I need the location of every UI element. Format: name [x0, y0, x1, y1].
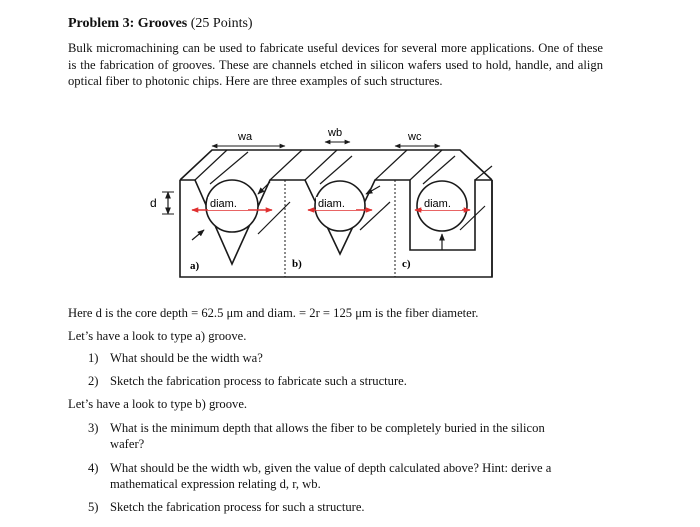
- diam-label-c: diam.: [424, 198, 451, 210]
- wa-label: wa: [238, 131, 253, 143]
- question-2-text: Sketch the fabrication process to fabricate such a structure.: [110, 374, 407, 388]
- question-3-text: What is the minimum depth that allows the fiber to be completely buried in the silicon wafer?: [110, 421, 545, 451]
- groove-figure: [140, 122, 500, 282]
- type-a-intro: Let’s have a look to type a) groove.: [68, 329, 247, 343]
- question-4-number: 4): [88, 461, 99, 475]
- question-1: [88, 350, 263, 366]
- question-3-number: 3): [88, 421, 99, 435]
- question-1-number: 1): [88, 351, 99, 365]
- problem-title: [68, 16, 253, 32]
- type-a-label: a): [190, 260, 200, 272]
- problem-title-bold: Problem 3: Grooves: [68, 16, 188, 31]
- type-b-label: b): [292, 258, 302, 270]
- question-2-number: 2): [88, 374, 99, 388]
- type-c-label: c): [402, 258, 411, 270]
- question-5-text: Sketch the fabrication process for such a structure.: [110, 500, 365, 514]
- question-5: [88, 499, 588, 517]
- fiber-a: [206, 152, 290, 234]
- question-5-number: 5): [88, 500, 99, 514]
- diam-label-b: diam.: [318, 198, 345, 210]
- diam-label-a: diam.: [210, 198, 237, 210]
- definitions-line: Here d is the core depth = 62.5 μm and diam. = 2r = 125 μm is the fiber diameter.: [68, 306, 479, 320]
- depth-label: d: [150, 196, 157, 210]
- type-b-intro: Let’s have a look to type b) groove.: [68, 397, 248, 411]
- problem-points: (25 Points): [187, 16, 253, 31]
- intro-paragraph: Bulk micromachining can be used to fabricate useful devices for several more applications. One of these is the fabrication of grooves. These are channels etched in silicon wafers used to hold, handle, and align optical fiber to photonic chips. Here are three examples of such structures.: [68, 41, 603, 88]
- question-3: [88, 420, 588, 454]
- question-4: [88, 460, 588, 494]
- question-2: [88, 373, 407, 389]
- wc-label: wc: [408, 131, 422, 143]
- question-4-text: What should be the width wb, given the value of depth calculated above? Hint: derive a mathematical expression relating d, r, wb.: [110, 461, 552, 491]
- fiber-b: [315, 156, 390, 231]
- wb-label: wb: [328, 127, 343, 139]
- question-1-text: What should be the width wa?: [110, 351, 263, 365]
